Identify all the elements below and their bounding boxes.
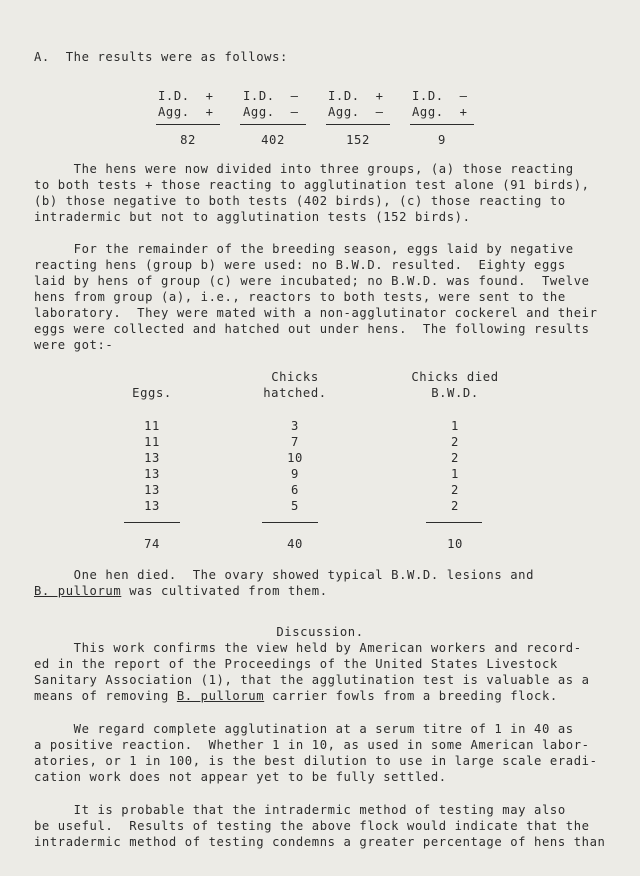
results-col1-row2: Agg. + [158,105,214,119]
paragraph-line: ed in the report of the Proceedings of the United States Livestock [34,657,558,671]
table-cell-died: 2 [451,499,459,513]
table-cell-died: 2 [451,451,459,465]
results-col1-row1: I.D. + [158,89,214,103]
paragraph-line: Sanitary Association (1), that the agglutination test is valuable as a [34,673,590,687]
hatched-total-rule [262,522,318,523]
paragraph-line: hens from group (a), i.e., reactors to both tests, were sent to the [34,290,566,304]
organism-name: B. pullorum [34,584,122,598]
header-chicks-bottom: hatched. [263,386,327,400]
paragraph-line: be useful. Results of testing the above flock would indicate that the [34,819,590,833]
paragraph-line: It is probable that the intradermic method of testing may also [34,803,566,817]
header-died-top: Chicks died [411,370,499,384]
results-col2-row1: I.D. — [243,89,299,103]
header-chicks-top: Chicks [271,370,319,384]
paragraph-line: The hens were now divided into three groups, (a) those reacting [34,162,574,176]
died-total-rule [426,522,482,523]
table-cell-hatched: 7 [291,435,299,449]
paragraph-line: intradermic method of testing condemns a greater percentage of hens than [34,835,606,849]
paragraph-line: We regard complete agglutination at a serum titre of 1 in 40 as [34,722,574,736]
paragraph-line: were got:- [34,338,114,352]
paragraph-line: a positive reaction. Whether 1 in 10, as used in some American labor- [34,738,590,752]
line-start: means of removing [34,689,177,703]
paragraph-line: atories, or 1 in 100, is the best dilution to use in large scale eradi- [34,754,598,768]
total-died: 10 [447,537,463,551]
paragraph-line: to both tests + those reacting to agglutination test alone (91 birds), [34,178,590,192]
paragraph-line: eggs were collected and hatched out under hens. The following results [34,322,590,336]
paragraph-line: One hen died. The ovary showed typical B.W.D. lesions and [34,568,535,582]
paragraph-line: cation work does not appear yet to be fully settled. [34,770,447,784]
paragraph-line: reacting hens (group b) were used: no B.W.D. resulted. Eighty eggs [34,258,566,272]
table-cell-eggs: 13 [144,483,160,497]
table-cell-eggs: 11 [144,419,160,433]
results-total-1: 82 [180,133,196,147]
intro-line: A. The results were as follows: [34,50,288,64]
line-rest: carrier fowls from a breeding flock. [264,689,558,703]
results-underline-1 [156,124,220,125]
results-total-3: 152 [346,133,370,147]
table-cell-hatched: 9 [291,467,299,481]
results-total-4: 9 [438,133,446,147]
results-underline-2 [240,124,306,125]
table-cell-died: 2 [451,435,459,449]
paragraph-line: intradermic but not to agglutination tests (152 birds). [34,210,471,224]
eggs-total-rule [124,522,180,523]
section-heading: Discussion. [276,625,364,639]
results-col3-row2: Agg. — [328,105,384,119]
table-cell-eggs: 11 [144,435,160,449]
table-cell-eggs: 13 [144,451,160,465]
table-cell-died: 1 [451,419,459,433]
paragraph-line: For the remainder of the breeding season, eggs laid by negative [34,242,574,256]
table-cell-eggs: 13 [144,499,160,513]
organism-name: B. pullorum [176,689,265,703]
paragraph-line: laboratory. They were mated with a non-agglutinator cockerel and their [34,306,598,320]
table-cell-eggs: 13 [144,467,160,481]
results-col3-row1: I.D. + [328,89,384,103]
results-col2-row2: Agg. — [243,105,299,119]
table-cell-hatched: 5 [291,499,299,513]
paragraph-line: This work confirms the view held by American workers and record- [34,641,582,655]
table-cell-died: 1 [451,467,459,481]
results-col4-row1: I.D. — [412,89,468,103]
total-hatched: 40 [287,537,303,551]
line-rest: was cultivated from them. [121,584,328,598]
paragraph-line [34,583,328,599]
paragraph-line [34,688,558,704]
table-cell-died: 2 [451,483,459,497]
results-underline-4 [410,124,474,125]
results-total-2: 402 [261,133,285,147]
header-died-bottom: B.W.D. [431,386,479,400]
total-eggs: 74 [144,537,160,551]
table-cell-hatched: 10 [287,451,303,465]
results-underline-3 [326,124,390,125]
header-eggs: Eggs. [132,386,172,400]
paragraph-line: (b) those negative to both tests (402 birds), (c) those reacting to [34,194,566,208]
table-cell-hatched: 3 [291,419,299,433]
paragraph-line: laid by hens of group (c) were incubated; no B.W.D. was found. Twelve [34,274,590,288]
table-cell-hatched: 6 [291,483,299,497]
results-col4-row2: Agg. + [412,105,468,119]
